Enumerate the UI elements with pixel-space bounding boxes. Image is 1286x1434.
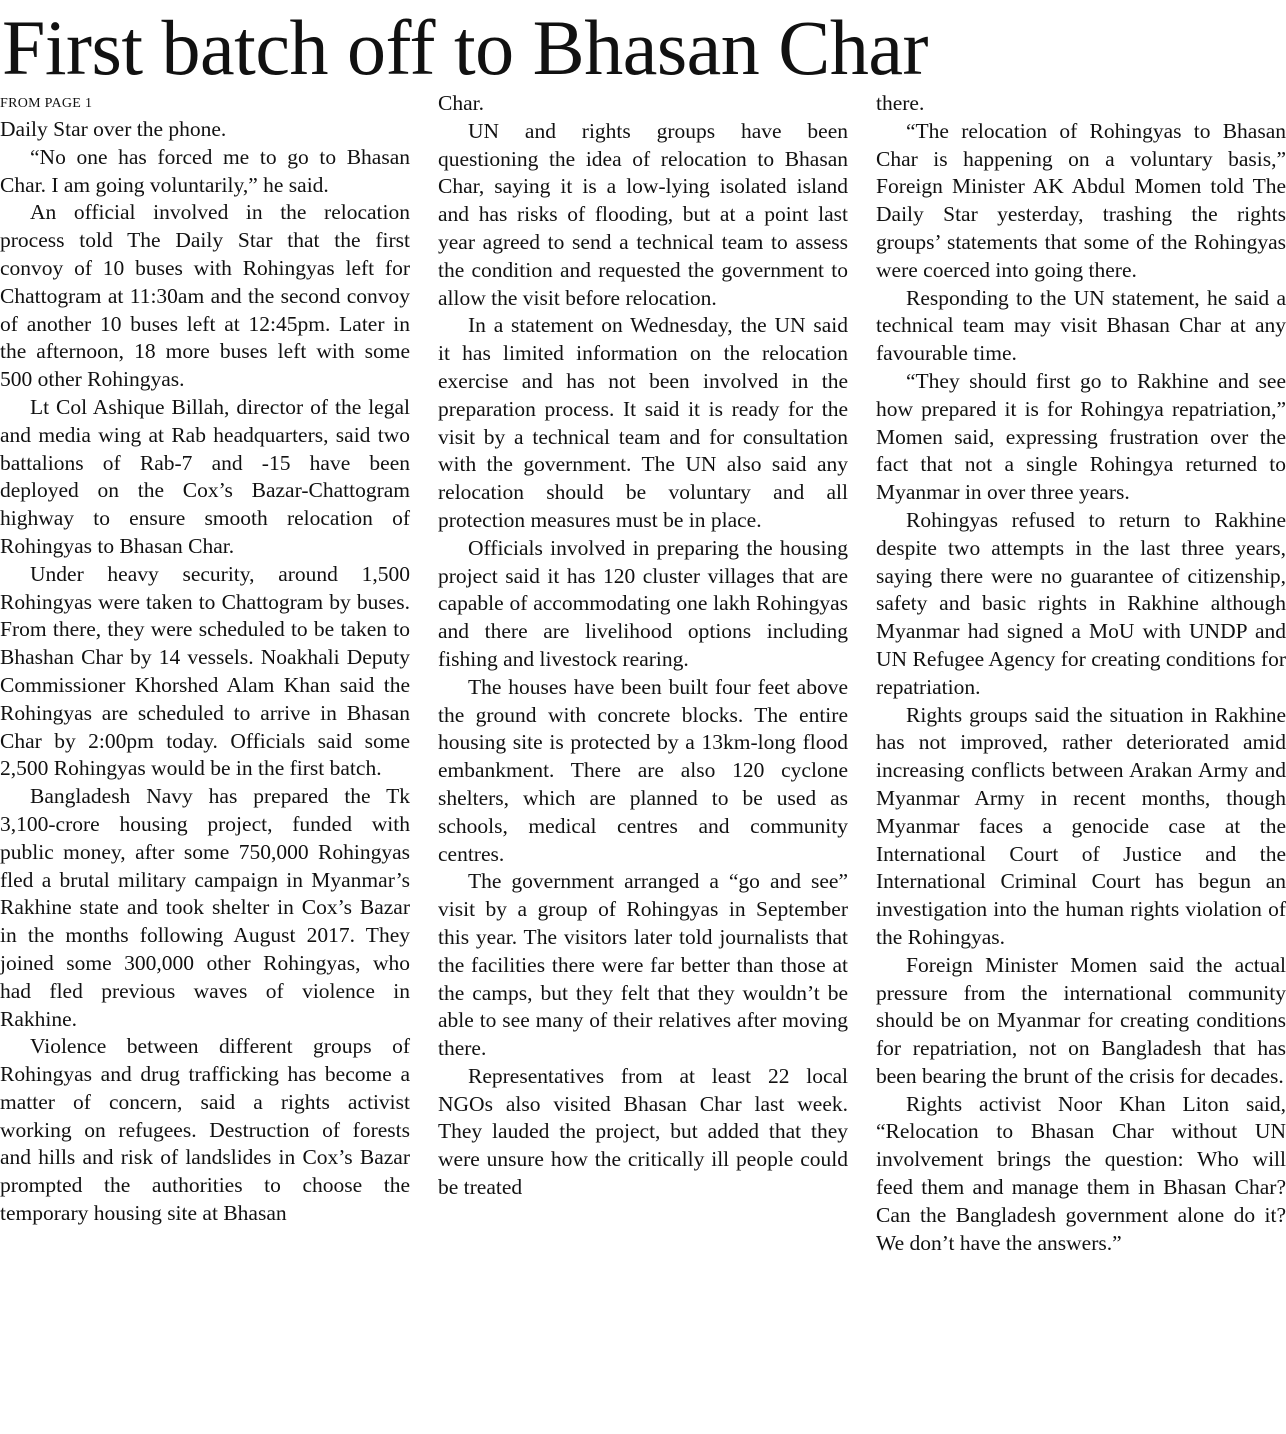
paragraph: Representatives from at least 22 local NGOs also visited Bhasan Char last week. They lauded the project, but added that they were unsure how the critically ill people could be treated bbox=[438, 1063, 848, 1200]
paragraph: Lt Col Ashique Billah, director of the legal and media wing at Rab headquarters, said two battalions of Rab-7 and -15 have been deployed on the Cox’s Bazar-Chattogram highway to ensure smooth relocation of Rohingyas to Bhasan Char. bbox=[0, 394, 410, 558]
article-headline: First batch off to Bhasan Char bbox=[2, 4, 928, 91]
paragraph: Violence between different groups of Rohingyas and drug trafficking has become a matter of concern, said a rights activist working on refugees. Destruction of forests and hills and risk of landslides in Cox’s Bazar prompted the authorities to choose the temporary housing site at Bhasan bbox=[0, 1034, 410, 1226]
article-column-2 bbox=[438, 90, 848, 1202]
paragraph: Rights groups said the situation in Rakhine has not improved, rather deteriorated amid increasing conflicts between Arakan Army and Myanmar Army in recent months, though Myanmar faces a genocide case at the International Court of Justice and the International Criminal Court has begun an investigation into the human rights violation of the Rohingyas. bbox=[876, 702, 1286, 949]
paragraph: Daily Star over the phone. bbox=[0, 117, 227, 141]
paragraph: The government arranged a “go and see” visit by a group of Rohingyas in September this year. The visitors later told journalists that the facilities there were far better than those at the camps, but they felt that they wouldn’t be able to see many of their relatives after moving there. bbox=[438, 869, 848, 1061]
paragraph: Officials involved in preparing the housing project said it has 120 cluster villages that are capable of accommodating one lakh Rohingyas and there are livelihood options including fishing and livestock rearing. bbox=[438, 535, 848, 671]
paragraph: “The relocation of Rohingyas to Bhasan Char is happening on a voluntary basis,” Foreign Minister AK Abdul Momen told The Daily Star yesterday, trashing the rights groups’ statements that some of the Rohingyas were coerced into going there. bbox=[876, 118, 1286, 282]
jump-line: FROM PAGE 1 bbox=[0, 96, 93, 111]
paragraph: Char. bbox=[438, 91, 484, 115]
paragraph: “No one has forced me to go to Bhasan Char. I am going voluntarily,” he said. bbox=[0, 144, 410, 197]
paragraph: there. bbox=[876, 91, 925, 115]
paragraph: In a statement on Wednesday, the UN said it has limited information on the relocation exercise and has not been involved in the preparation process. It said it is ready for the visit by a technical team and for consultation with the government. The UN also said any relocation should be voluntary and all protection measures must be in place. bbox=[438, 313, 848, 532]
paragraph: Under heavy security, around 1,500 Rohingyas were taken to Chattogram by buses. From there, they were scheduled to be taken to Bhashan Char by 14 vessels. Noakhali Deputy Commissioner Khorshed Alam Khan said the Rohingyas are scheduled to arrive in Bhasan Char by 2:00pm today. Officials said some 2,500 Rohingyas would be in the first batch. bbox=[0, 561, 410, 781]
paragraph: Responding to the UN statement, he said a technical team may visit Bhasan Char at any favourable time. bbox=[876, 285, 1286, 366]
paragraph: Foreign Minister Momen said the actual pressure from the international community should be on Myanmar for creating conditions for repatriation, not on Bangladesh that has been bearing the brunt of the crisis for decades. bbox=[876, 952, 1286, 1088]
paragraph: Bangladesh Navy has prepared the Tk 3,100-crore housing project, funded with public money, after some 750,000 Rohingyas fled a brutal military campaign in Myanmar’s Rakhine state and took shelter in Cox’s Bazar in the months following August 2017. They joined some 300,000 other Rohingyas, who had fled previous waves of violence in Rakhine. bbox=[0, 784, 410, 1031]
article-column-3 bbox=[876, 90, 1286, 1257]
paragraph: Rohingyas refused to return to Rakhine despite two attempts in the last three years, saying there were no guarantee of citizenship, safety and basic rights in Rakhine although Myanmar had signed a MoU with UNDP and UN Refugee Agency for creating conditions for repatriation. bbox=[876, 507, 1286, 699]
paragraph: An official involved in the relocation process told The Daily Star that the first convoy of 10 buses with Rohingyas left for Chattogram at 11:30am and the second convoy of another 10 buses left at 12:45pm. Later in the afternoon, 18 more buses left with some 500 other Rohingyas. bbox=[0, 200, 410, 392]
article-column-1 bbox=[0, 116, 410, 1228]
paragraph: The houses have been built four feet above the ground with concrete blocks. The entire housing site is protected by a 13km-long flood embankment. There are also 120 cyclone shelters, which are planned to be used as schools, medical centres and community centres. bbox=[438, 674, 848, 866]
paragraph: Rights activist Noor Khan Liton said, “Relocation to Bhasan Char without UN involvement brings the question: Who will feed them and manage them in Bhasan Char? Can the Bangladesh government alone do it? We don’t have the answers.” bbox=[876, 1091, 1286, 1255]
paragraph: UN and rights groups have been questioning the idea of relocation to Bhasan Char, saying it is a low-lying isolated island and has risks of flooding, but at a point last year agreed to send a technical team to assess the condition and requested the government to allow the visit before relocation. bbox=[438, 118, 848, 310]
paragraph: “They should first go to Rakhine and see how prepared it is for Rohingya repatriation,” Momen said, expressing frustration over the fact that not a single Rohingya returned to Myanmar in over three years. bbox=[876, 368, 1286, 505]
